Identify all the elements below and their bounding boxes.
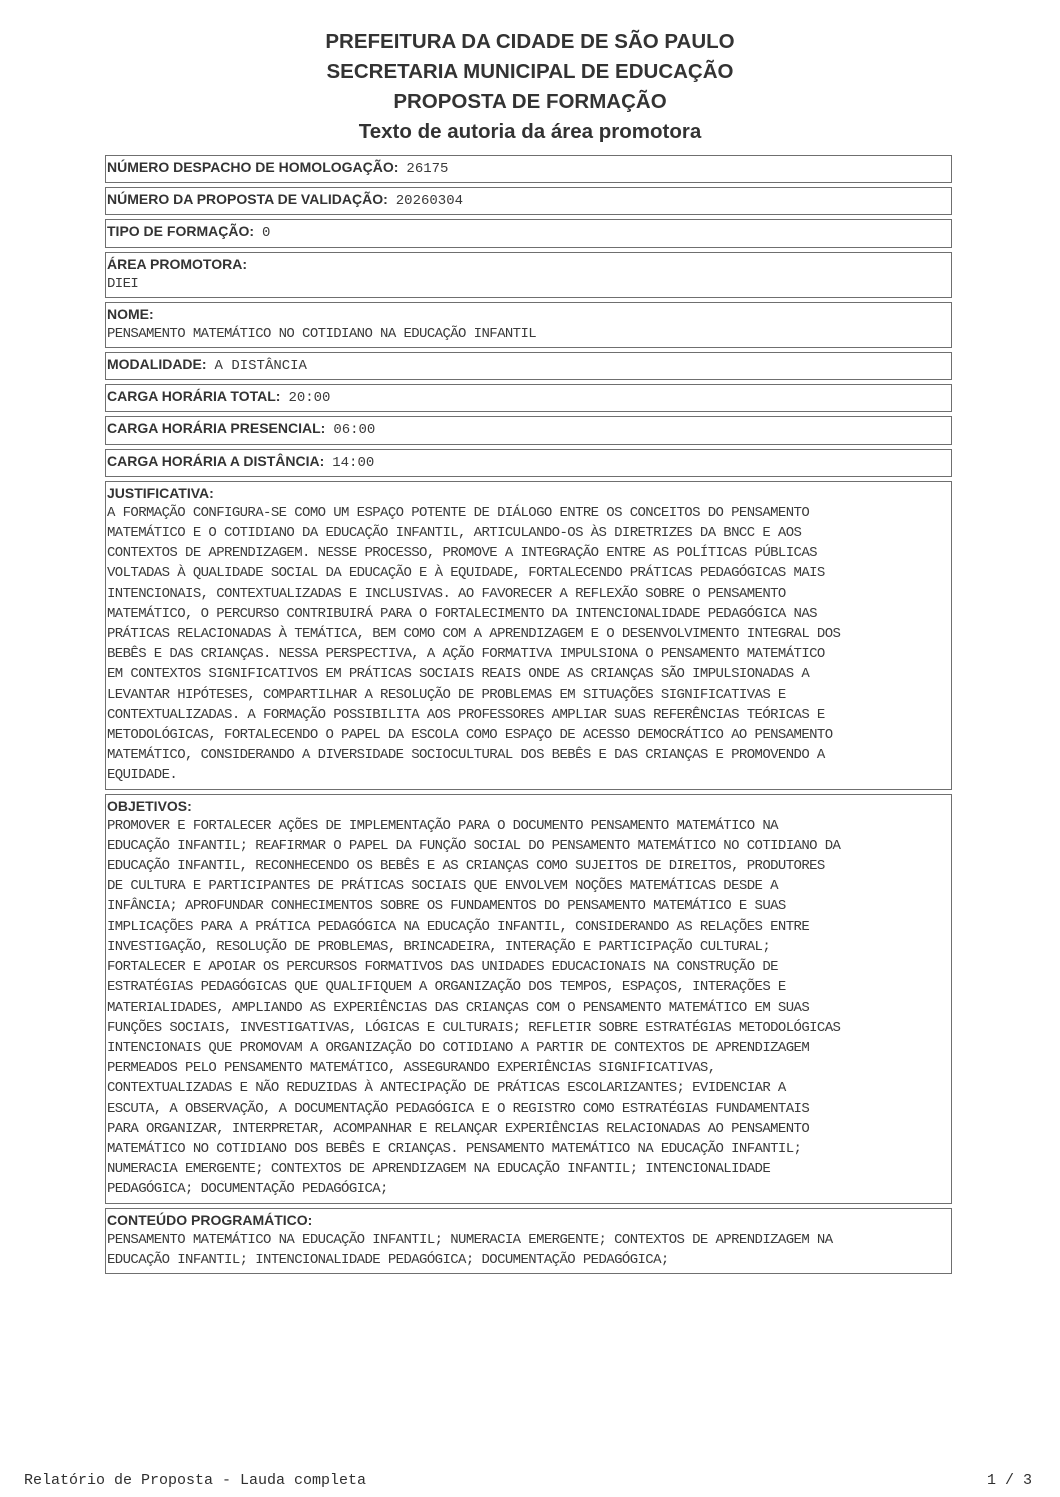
field-carga-distancia [105,449,952,477]
field-label: OBJETIVOS: [107,797,192,814]
header-prefeitura: PREFEITURA DA CIDADE DE SÃO PAULO [325,30,735,53]
field-justificativa [105,481,952,790]
field-despacho [105,155,952,183]
field-conteudo-programatico [105,1208,952,1274]
field-label: CARGA HORÁRIA TOTAL: [107,388,281,405]
field-value: A FORMAÇÃO CONFIGURA-SE COMO UM ESPAÇO POTENTE DE DIÁLOGO ENTRE OS CONCEITOS DO PENSAMENTO MATEMÁTICO E O COTIDIANO DA EDUCAÇÃO INFANTIL, ARTICULANDO-OS ÀS DIRETRIZES DA BNCC E AOS CONTEXTOS DE APRENDIZAGEM. NESSE PROCESSO, PROMOVE A INTEGRAÇÃO ENTRE AS POLÍTICAS PÚBLICAS VOLTADAS À QUALIDADE SOCIAL DA EDUCAÇÃO E À EQUIDADE, FORTALECENDO PRÁTICAS PEDAGÓGICAS MAIS INTENCIONAIS, CONTEXTUALIZADAS E INCLUSIVAS. AO FAVORECER A REFLEXÃO SOBRE O PENSAMENTO MATEMÁTICO, O PERCURSO CONTRIBUIRÁ PARA O FORTALECIMENTO DA INTENCIONALIDADE PEDAGÓGICA NAS PRÁTICAS RELACIONADAS À TEMÁTICA, BEM COMO COM A APRENDIZAGEM E O DESENVOLVIMENTO INTEGRAL DOS BEBÊS E DAS CRIANÇAS. NESSA PERSPECTIVA, A AÇÃO FORMATIVA IMPULSIONA O PENSAMENTO MATEMÁTICO EM CONTEXTOS SIGNIFICATIVOS EM PRÁTICAS SOCIAIS REAIS ONDE AS CRIANÇAS SÃO IMPULSIONADAS A LEVANTAR HIPÓTESES, COMPARTILHAR A RESOLUÇÃO DE PROBLEMAS EM SITUAÇÕES SIGNIFICATIVAS E CONTEXTUALIZADAS. A FORMAÇÃO POSSIBILITA AOS PROFESSORES AMPLIAR SUAS REFERÊNCIAS TEÓRICAS E METODOLÓGICAS, FORTALECENDO O PAPEL DA ESCOLA COMO ESPAÇO DE ACESSO DEMOCRÁTICO AO PENSAMENTO MATEMÁTICO, CONSIDERANDO A DIVERSIDADE SOCIOCULTURAL DOS BEBÊS E DAS CRIANÇAS E PROMOVENDO A EQUIDADE. [107,504,841,784]
field-label: CARGA HORÁRIA PRESENCIAL: [107,420,326,437]
proposal-fields [105,155,952,1278]
field-label: CARGA HORÁRIA A DISTÂNCIA: [107,452,325,469]
field-label: NOME: [107,305,154,322]
field-label: NÚMERO DESPACHO DE HOMOLOGAÇÃO: [107,159,399,175]
field-value: A DISTÂNCIA [214,358,307,375]
field-value: 26175 [406,161,449,177]
field-objetivos [105,794,952,1204]
field-value: 06:00 [333,422,376,439]
field-label: NÚMERO DA PROPOSTA DE VALIDAÇÃO: [107,191,388,208]
field-tipo [105,219,952,247]
page-footer [0,1472,1060,1494]
field-value: 20:00 [288,390,331,407]
field-label: TIPO DE FORMAÇÃO: [107,223,254,240]
field-value: DIEI [107,275,139,292]
field-nome [105,302,952,348]
field-carga-presencial [105,416,952,444]
field-label: CONTEÚDO PROGRAMÁTICO: [107,1211,313,1228]
footer-report-title: Relatório de Proposta - Lauda completa [24,1472,367,1489]
field-label: JUSTIFICATIVA: [107,484,214,501]
field-label: MODALIDADE: [107,356,207,373]
field-value: PROMOVER E FORTALECER AÇÕES DE IMPLEMENTAÇÃO PARA O DOCUMENTO PENSAMENTO MATEMÁTICO NA EDUCAÇÃO INFANTIL; REAFIRMAR O PAPEL DA FUNÇÃO SOCIAL DO PENSAMENTO MATEMÁTICO NO COTIDIANO DA EDUCAÇÃO INFANTIL, RECONHECENDO OS BEBÊS E AS CRIANÇAS COMO SUJEITOS DE DIREITOS, PRODUTORES DE CULTURA E PARTICIPANTES DE PRÁTICAS SOCIAIS QUE ENVOLVEM NOÇÕES MATEMÁTICAS DESDE A INFÂNCIA; APROFUNDAR CONHECIMENTOS SOBRE OS FUNDAMENTOS DO PENSAMENTO MATEMÁTICO E SUAS IMPLICAÇÕES PARA A PRÁTICA PEDAGÓGICA NA EDUCAÇÃO INFANTIL, CONSIDERANDO AS RELAÇÕES ENTRE INVESTIGAÇÃO, RESOLUÇÃO DE PROBLEMAS, BRINCADEIRA, INTERAÇÃO E PARTICIPAÇÃO CULTURAL; FORTALECER E APOIAR OS PERCURSOS FORMATIVOS DAS UNIDADES EDUCACIONAIS NA CONSTRUÇÃO DE ESTRATÉGIAS PEDAGÓGICAS QUE QUALIFIQUEM A ORGANIZAÇÃO DOS TEMPOS, ESPAÇOS, INTERAÇÕES E MATERIALIDADES, AMPLIANDO AS EXPERIÊNCIAS DAS CRIANÇAS COM O PENSAMENTO MATEMÁTICO EM SUAS FUNÇÕES SOCIAIS, INVESTIGATIVAS, LÓGICAS E CULTURAIS; REFLETIR SOBRE ESTRATÉGIAS METODOLÓGICAS INTENCIONAIS QUE PROMOVAM A ORGANIZAÇÃO DO COTIDIANO A PARTIR DE CONTEXTOS DE APRENDIZAGEM PERMEADOS PELO PENSAMENTO MATEMÁTICO, ASSEGURANDO EXPERIÊNCIAS SIGNIFICATIVAS, CONTEXTUALIZADAS E NÃO REDUZIDAS À ANTECIPAÇÃO DE PRÁTICAS ESCOLARIZANTES; EVIDENCIAR A ESCUTA, A OBSERVAÇÃO, A DOCUMENTAÇÃO PEDAGÓGICA E O REGISTRO COMO ESTRATÉGIAS FUNDAMENTAIS PARA ORGANIZAR, INTERPRETAR, ACOMPANHAR E RELANÇAR EXPERIÊNCIAS RELACIONADAS AO PENSAMENTO MATEMÁTICO NO COTIDIANO DOS BEBÊS E CRIANÇAS. PENSAMENTO MATEMÁTICO NA EDUCAÇÃO INFANTIL; NUMERACIA EMERGENTE; CONTEXTOS DE APRENDIZAGEM NA EDUCAÇÃO INFANTIL; INTENCIONALIDADE PEDAGÓGICA; DOCUMENTAÇÃO PEDAGÓGICA; [107,817,841,1198]
header-subtitle: Texto de autoria da área promotora [358,120,702,143]
field-carga-total [105,384,952,412]
document-header [0,27,1060,147]
field-value: 14:00 [332,454,375,471]
field-proposta [105,187,952,215]
header-proposta: PROPOSTA DE FORMAÇÃO [393,90,667,113]
field-area-promotora [105,252,952,298]
field-modalidade [105,352,952,380]
header-secretaria: SECRETARIA MUNICIPAL DE EDUCAÇÃO [326,60,734,83]
field-value: 20260304 [395,193,463,210]
field-value: 0 [262,225,271,242]
page-number: 1 / 3 [986,1472,1032,1489]
field-label: ÁREA PROMOTORA: [107,255,247,272]
field-value: PENSAMENTO MATEMÁTICO NA EDUCAÇÃO INFANTIL; NUMERACIA EMERGENTE; CONTEXTOS DE APRENDIZAGEM NA EDUCAÇÃO INFANTIL; INTENCIONALIDADE PEDAGÓGICA; DOCUMENTAÇÃO PEDAGÓGICA; [107,1231,833,1268]
field-value: PENSAMENTO MATEMÁTICO NO COTIDIANO NA EDUCAÇÃO INFANTIL [107,325,537,342]
